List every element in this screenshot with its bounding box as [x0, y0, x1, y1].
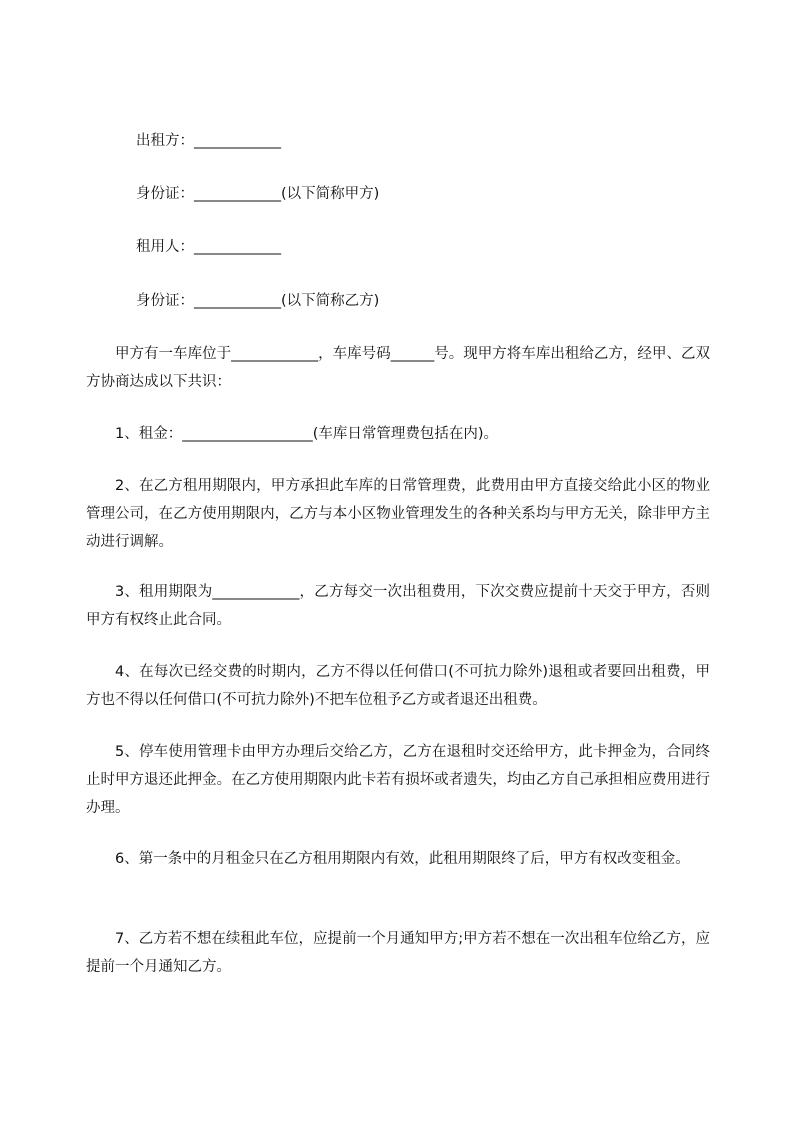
lessee-field: 租用人：____________ [136, 239, 281, 255]
clause-2: 2、在乙方租用期限内，甲方承担此车库的日常管理费，此费用由甲方直接交给此小区的物业管理公司，在乙方使用期限内，乙方与本小区物业管理发生的各种关系均与甲方无关，除非甲方主动进行调解。 [86, 478, 710, 550]
clause-6: 6、第一条中的月租金只在乙方租用期限内有效，此租用期限终了后，甲方有权改变租金。 [115, 851, 690, 867]
lessee-id-field: 身份证：____________(以下简称乙方) [136, 293, 380, 309]
clause-4: 4、在每次已经交费的时期内，乙方不得以任何借口(不可抗力除外)退租或者要回出租费，甲方也不得以任何借口(不可抗力除外)不把车位租予乙方或者退还出租费。 [86, 664, 710, 708]
clause-5: 5、停车使用管理卡由甲方办理后交给乙方，乙方在退租时交还给甲方，此卡押金为，合同终止时甲方退还此押金。在乙方使用期限内此卡若有损坏或者遗失，均由乙方自己承担相应费用进行办理。 [86, 744, 710, 816]
clause-1: 1、租金：__________________(车库日常管理费包括在内)。 [115, 426, 499, 442]
lessor-field: 出租方：____________ [136, 133, 281, 149]
intro-paragraph: 甲方有一车库位于____________，车库号码______号。现甲方将车库出租给乙方，经甲、乙双方协商达成以下共识： [86, 346, 710, 390]
clause-3: 3、租用期限为____________，乙方每交一次出租费用，下次交费应提前十天交于甲方，否则甲方有权终止此合同。 [86, 584, 710, 628]
clause-7: 7、乙方若不想在续租此车位，应提前一个月通知甲方;甲方若不想在一次出租车位给乙方，应提前一个月通知乙方。 [86, 931, 710, 975]
lessor-id-field: 身份证：____________(以下简称甲方) [136, 186, 380, 202]
